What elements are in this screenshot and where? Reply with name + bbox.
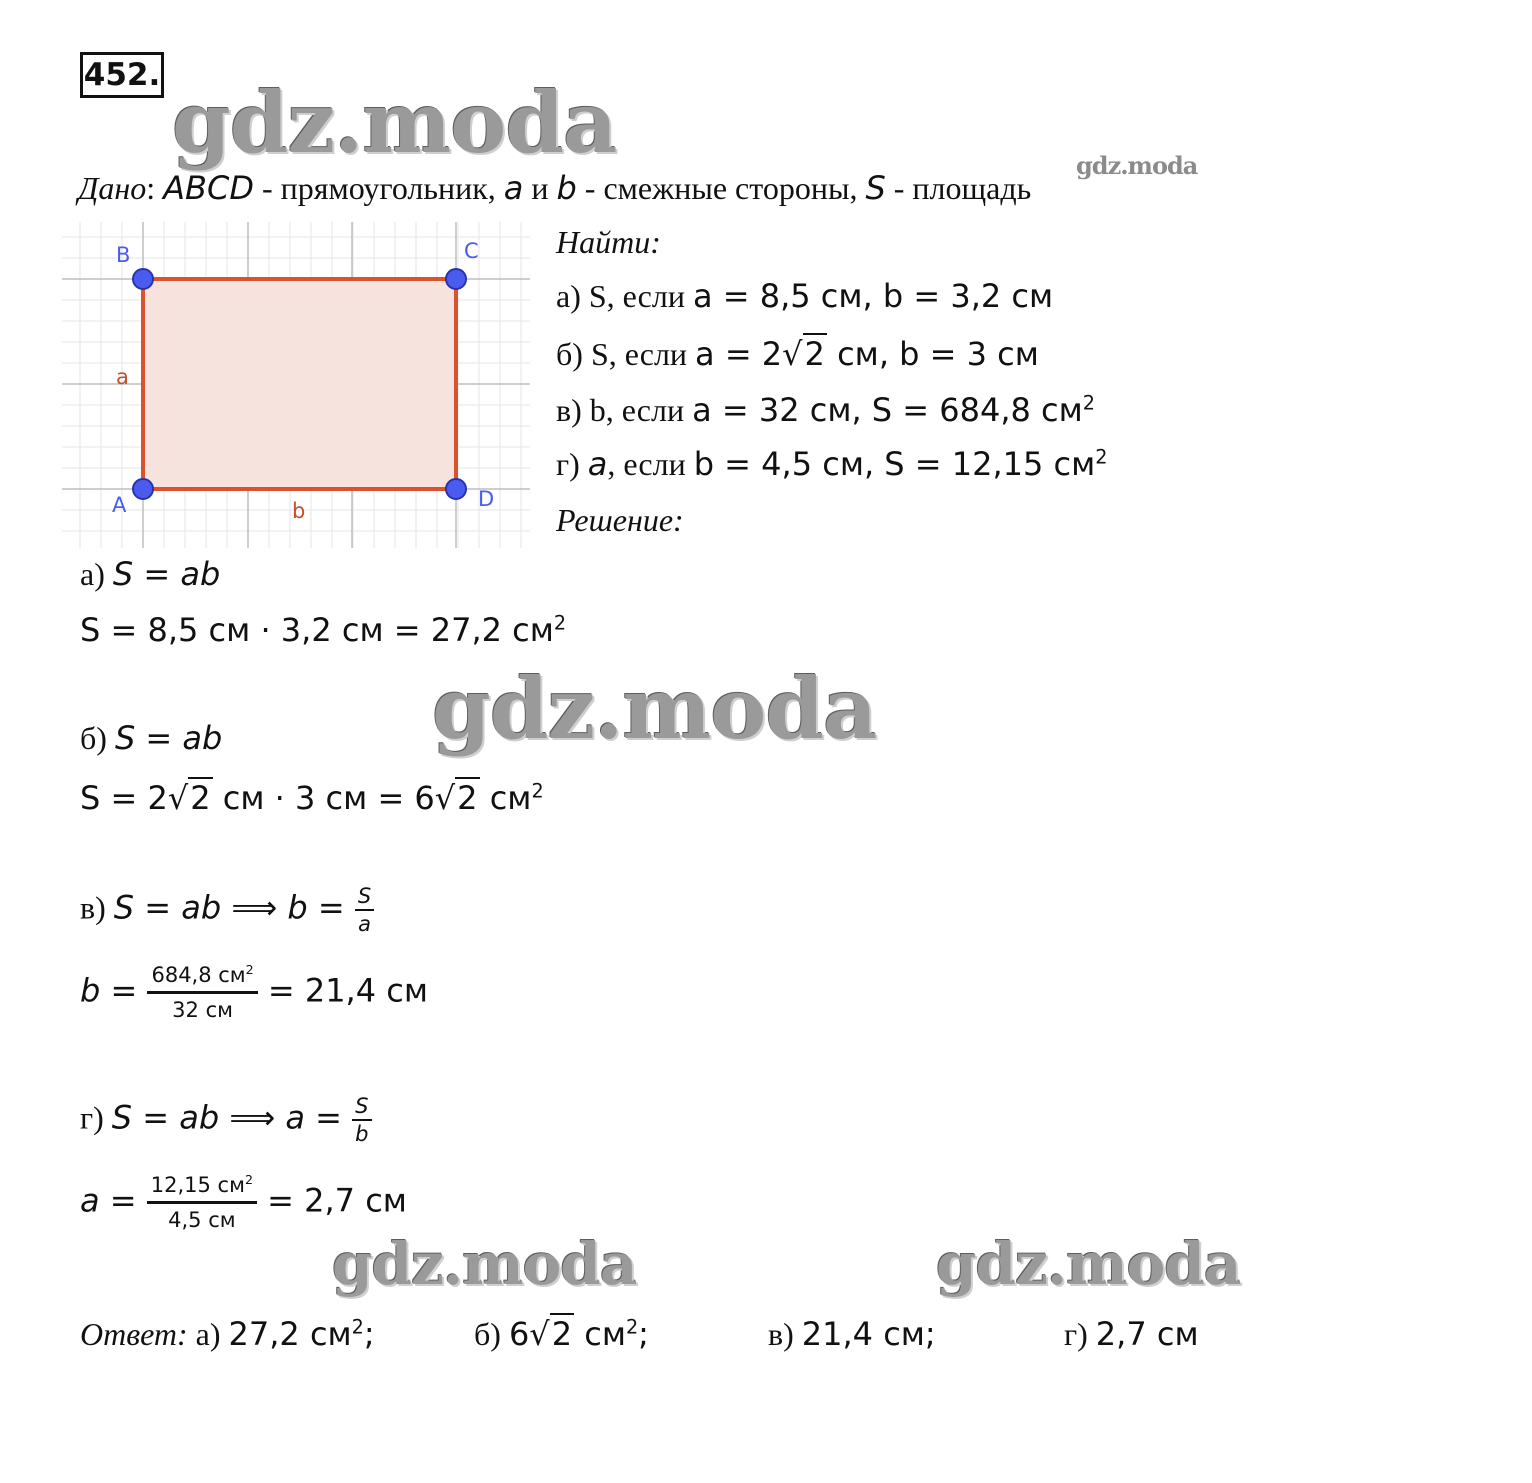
watermark: gdz.moda <box>936 1230 1241 1298</box>
find-item-d: г) a, если b = 4,5 см, S = 12,15 $см^2$ <box>556 445 1108 483</box>
vertex-d <box>446 479 466 499</box>
label-b: B <box>116 243 131 267</box>
vertex-c <box>446 269 466 289</box>
fraction-s-over-a: $\frac{S}{a}$ <box>355 884 374 936</box>
fraction-calc-c: $\frac{684,8 см^2}{32 см}$ <box>147 962 257 1023</box>
sqrt-sign: √2 <box>167 779 211 817</box>
rectangle-diagram <box>62 222 530 548</box>
watermark: gdz.moda <box>172 73 617 172</box>
solution-d-formula: г) S = ab ⟹ a = $\frac{S}{b}$ <box>80 1094 372 1146</box>
side-label-b: b <box>292 499 306 523</box>
vertex-b <box>133 269 153 289</box>
answer-label: Ответ: <box>80 1316 188 1352</box>
answer-b: б) 6√2 $см^2$; <box>474 1315 649 1353</box>
solution-b-calc: S = 2√2 см · 3 см = 6√2 $см^2$ <box>80 779 544 817</box>
watermark: gdz.moda <box>432 659 877 758</box>
task-number: 452. <box>80 52 164 98</box>
var-b: b <box>556 169 577 207</box>
rectangle-abcd <box>143 279 456 489</box>
solution-b-formula: б) S = ab <box>80 719 223 757</box>
watermark: gdz.moda <box>332 1230 637 1298</box>
find-label: Найти: <box>556 224 661 260</box>
solution-a-formula: а) S = ab <box>80 555 221 593</box>
answer-c: в) 21,4 см; <box>768 1315 936 1353</box>
var-abcd: ABCD <box>163 169 254 207</box>
solution-label: Решение: <box>556 502 684 538</box>
sqrt-sign: √2 <box>434 779 478 817</box>
answer-d: г) 2,7 см <box>1064 1315 1199 1353</box>
given-line: Дано: ABCD - прямоугольник, a и b - смежные стороны, S - площадь <box>78 169 1032 207</box>
fraction-s-over-b: $\frac{S}{b}$ <box>352 1094 371 1146</box>
side-label-a: a <box>116 365 129 389</box>
rectangle-figure <box>62 222 530 548</box>
sqrt-sign: √2 <box>782 335 825 373</box>
solution-c-formula: в) S = ab ⟹ b = $\frac{S}{a}$ <box>80 884 374 936</box>
var-a: a <box>503 169 524 207</box>
label-a: A <box>112 493 127 517</box>
var-s: S <box>865 169 886 207</box>
find-item-c: в) b, если a = 32 см, S = 684,8 $см^2$ <box>556 391 1095 429</box>
label-d: D <box>478 487 495 511</box>
solution-d-calc: a = $\frac{12,15 см^2}{4,5 см}$ = 2,7 см <box>80 1172 407 1232</box>
watermark: gdz.moda <box>1076 151 1198 180</box>
sqrt-sign: √2 <box>529 1315 573 1353</box>
answer-line: Ответ: а) 27,2 $см^2$; <box>80 1315 375 1353</box>
label-c: C <box>464 239 479 263</box>
find-item-a: а) S, если a = 8,5 см, b = 3,2 см <box>556 277 1054 315</box>
solution-a-calc: S = 8,5 см · 3,2 см = 27,2 $см^2$ <box>80 611 567 649</box>
vertex-a <box>133 479 153 499</box>
solution-c-calc: b = $\frac{684,8 см^2}{32 см}$ = 21,4 см <box>80 962 428 1022</box>
fraction-calc-d: $\frac{12,15 см^2}{4,5 см}$ <box>147 1172 257 1233</box>
find-item-b: б) S, если a = 2√2 см, b = 3 см <box>556 335 1039 373</box>
given-label: Дано <box>78 170 147 206</box>
